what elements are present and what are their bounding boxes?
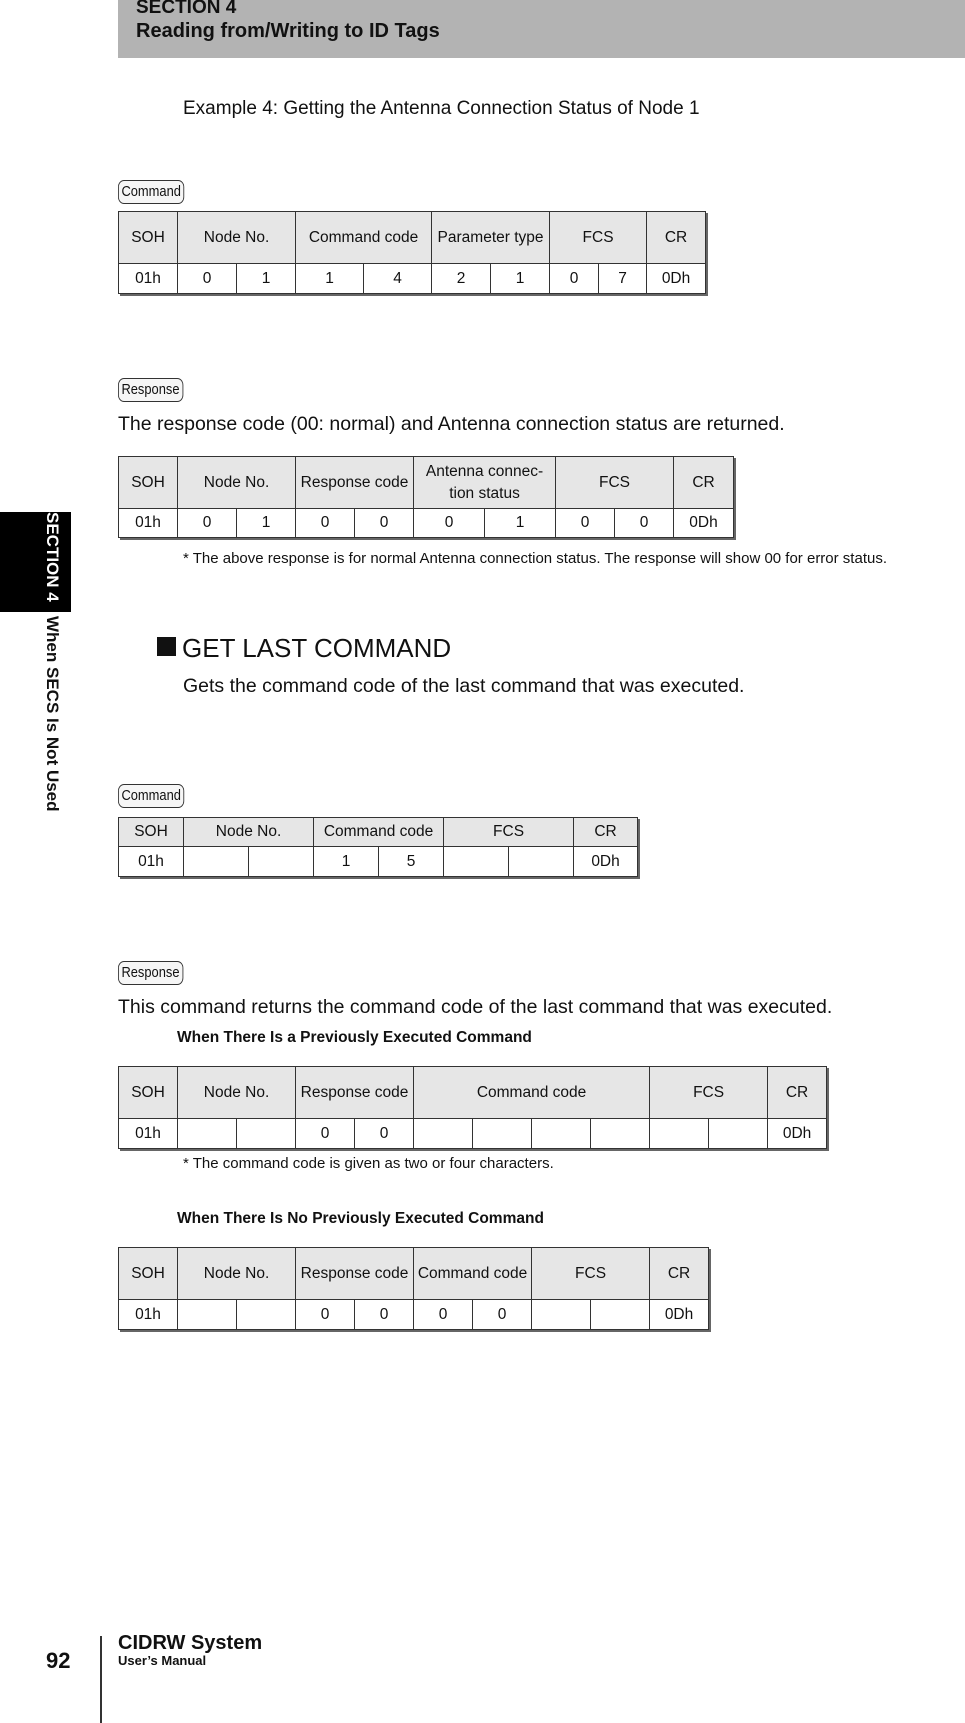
case1-title: When There Is a Previously Executed Command: [177, 1029, 532, 1046]
col-header: CR: [650, 1248, 709, 1300]
col-header: Antenna connec- tion status: [414, 457, 556, 509]
glc-response-description: This command returns the command code of the last command that was executed.: [118, 996, 833, 1018]
cell: 1: [314, 847, 379, 877]
cell: [184, 847, 249, 877]
cell: 7: [599, 264, 647, 294]
side-tab: [40, 512, 64, 812]
col-header: CR: [674, 457, 734, 509]
side-tab-title: When SECS Is Not Used: [43, 616, 62, 813]
footer-subtitle: User’s Manual: [118, 1653, 207, 1668]
cell: [591, 1119, 650, 1149]
col-header: SOH: [119, 212, 178, 264]
example-title: Example 4: Getting the Antenna Connection Status of Node 1: [183, 98, 700, 119]
col-header: Command code: [414, 1067, 650, 1119]
section-title: GET LAST COMMAND: [182, 633, 452, 663]
cell: 0: [178, 509, 237, 538]
response-label: Response: [118, 961, 183, 985]
response-label: Response: [118, 378, 183, 402]
cell: [178, 1300, 237, 1330]
cell: 0: [296, 1300, 355, 1330]
cell: 0: [178, 264, 237, 294]
cell: [237, 1300, 296, 1330]
col-header: SOH: [119, 818, 184, 847]
footer-title: CIDRW System: [118, 1632, 263, 1654]
col-header: FCS: [532, 1248, 650, 1300]
col-header: SOH: [119, 457, 178, 509]
example-response-table: [118, 456, 734, 538]
command-label: Command: [118, 180, 184, 204]
command-label: Command: [118, 784, 184, 808]
col-header: CR: [768, 1067, 827, 1119]
cell: [650, 1119, 709, 1149]
cell: [414, 1119, 473, 1149]
section-description: Gets the command code of the last command that was executed.: [183, 675, 745, 697]
footer-divider: [100, 1636, 102, 1723]
cell: 4: [364, 264, 432, 294]
cell: 0: [473, 1300, 532, 1330]
cell: [509, 847, 574, 877]
cell: 0Dh: [574, 847, 638, 877]
col-header: CR: [647, 212, 706, 264]
col-header: CR: [574, 818, 638, 847]
col-header: Command code: [414, 1248, 532, 1300]
glc-response-table-case2: [118, 1247, 709, 1330]
cell: 1: [485, 509, 556, 538]
cell: [709, 1119, 768, 1149]
col-header: Command code: [296, 212, 432, 264]
cell: 1: [491, 264, 550, 294]
col-header: Node No.: [178, 457, 296, 509]
col-header: FCS: [650, 1067, 768, 1119]
glc-response-table-case1: [118, 1066, 827, 1149]
cell: [178, 1119, 237, 1149]
cell: 01h: [119, 509, 178, 538]
cell: 5: [379, 847, 444, 877]
cell: [532, 1300, 591, 1330]
cell: 0: [615, 509, 674, 538]
page-number: 92: [46, 1648, 71, 1673]
col-header: Node No.: [184, 818, 314, 847]
case2-title: When There Is No Previously Executed Command: [177, 1210, 544, 1227]
header-title: Reading from/Writing to ID Tags: [136, 20, 440, 42]
cell: 0: [355, 509, 414, 538]
cell: [444, 847, 509, 877]
cell: 0: [556, 509, 615, 538]
cell: 1: [237, 264, 296, 294]
section-heading: [157, 633, 451, 664]
cell: 1: [237, 509, 296, 538]
cell: 01h: [119, 1119, 178, 1149]
cell: [237, 1119, 296, 1149]
glc-command-table: [118, 817, 638, 877]
cell: 0: [550, 264, 599, 294]
col-header: Response code: [296, 1067, 414, 1119]
cell: 0Dh: [674, 509, 734, 538]
square-bullet-icon: [157, 637, 176, 656]
col-header: Response code: [296, 457, 414, 509]
side-tab-section: SECTION 4: [43, 512, 62, 602]
cell: [591, 1300, 650, 1330]
cell: 0: [414, 1300, 473, 1330]
cell: 0: [355, 1119, 414, 1149]
col-header: FCS: [444, 818, 574, 847]
cell: 0: [355, 1300, 414, 1330]
col-header: SOH: [119, 1067, 178, 1119]
example-response-description: The response code (00: normal) and Antenna connection status are returned.: [118, 413, 785, 435]
cell: 0: [296, 509, 355, 538]
cell: 01h: [119, 847, 184, 877]
cell: [532, 1119, 591, 1149]
cell: [249, 847, 314, 877]
col-header: Node No.: [178, 1248, 296, 1300]
cell: [473, 1119, 532, 1149]
cell: 2: [432, 264, 491, 294]
example-command-table: [118, 211, 706, 294]
cell: 01h: [119, 1300, 178, 1330]
case1-note: * The command code is given as two or four characters.: [183, 1155, 554, 1172]
col-header: Node No.: [178, 212, 296, 264]
col-header: Parameter type: [432, 212, 550, 264]
col-header: Response code: [296, 1248, 414, 1300]
cell: 0Dh: [647, 264, 706, 294]
cell: 0Dh: [650, 1300, 709, 1330]
col-header: Node No.: [178, 1067, 296, 1119]
cell: 1: [296, 264, 364, 294]
example-response-note: * The above response is for normal Antenna connection status. The response will show 00 for error status.: [183, 550, 887, 567]
col-header: FCS: [550, 212, 647, 264]
cell: 0: [414, 509, 485, 538]
col-header: FCS: [556, 457, 674, 509]
cell: 01h: [119, 264, 178, 294]
header-section: SECTION 4: [136, 0, 237, 18]
cell: 0Dh: [768, 1119, 827, 1149]
col-header: Command code: [314, 818, 444, 847]
section-header: [118, 0, 965, 58]
col-header: SOH: [119, 1248, 178, 1300]
cell: 0: [296, 1119, 355, 1149]
